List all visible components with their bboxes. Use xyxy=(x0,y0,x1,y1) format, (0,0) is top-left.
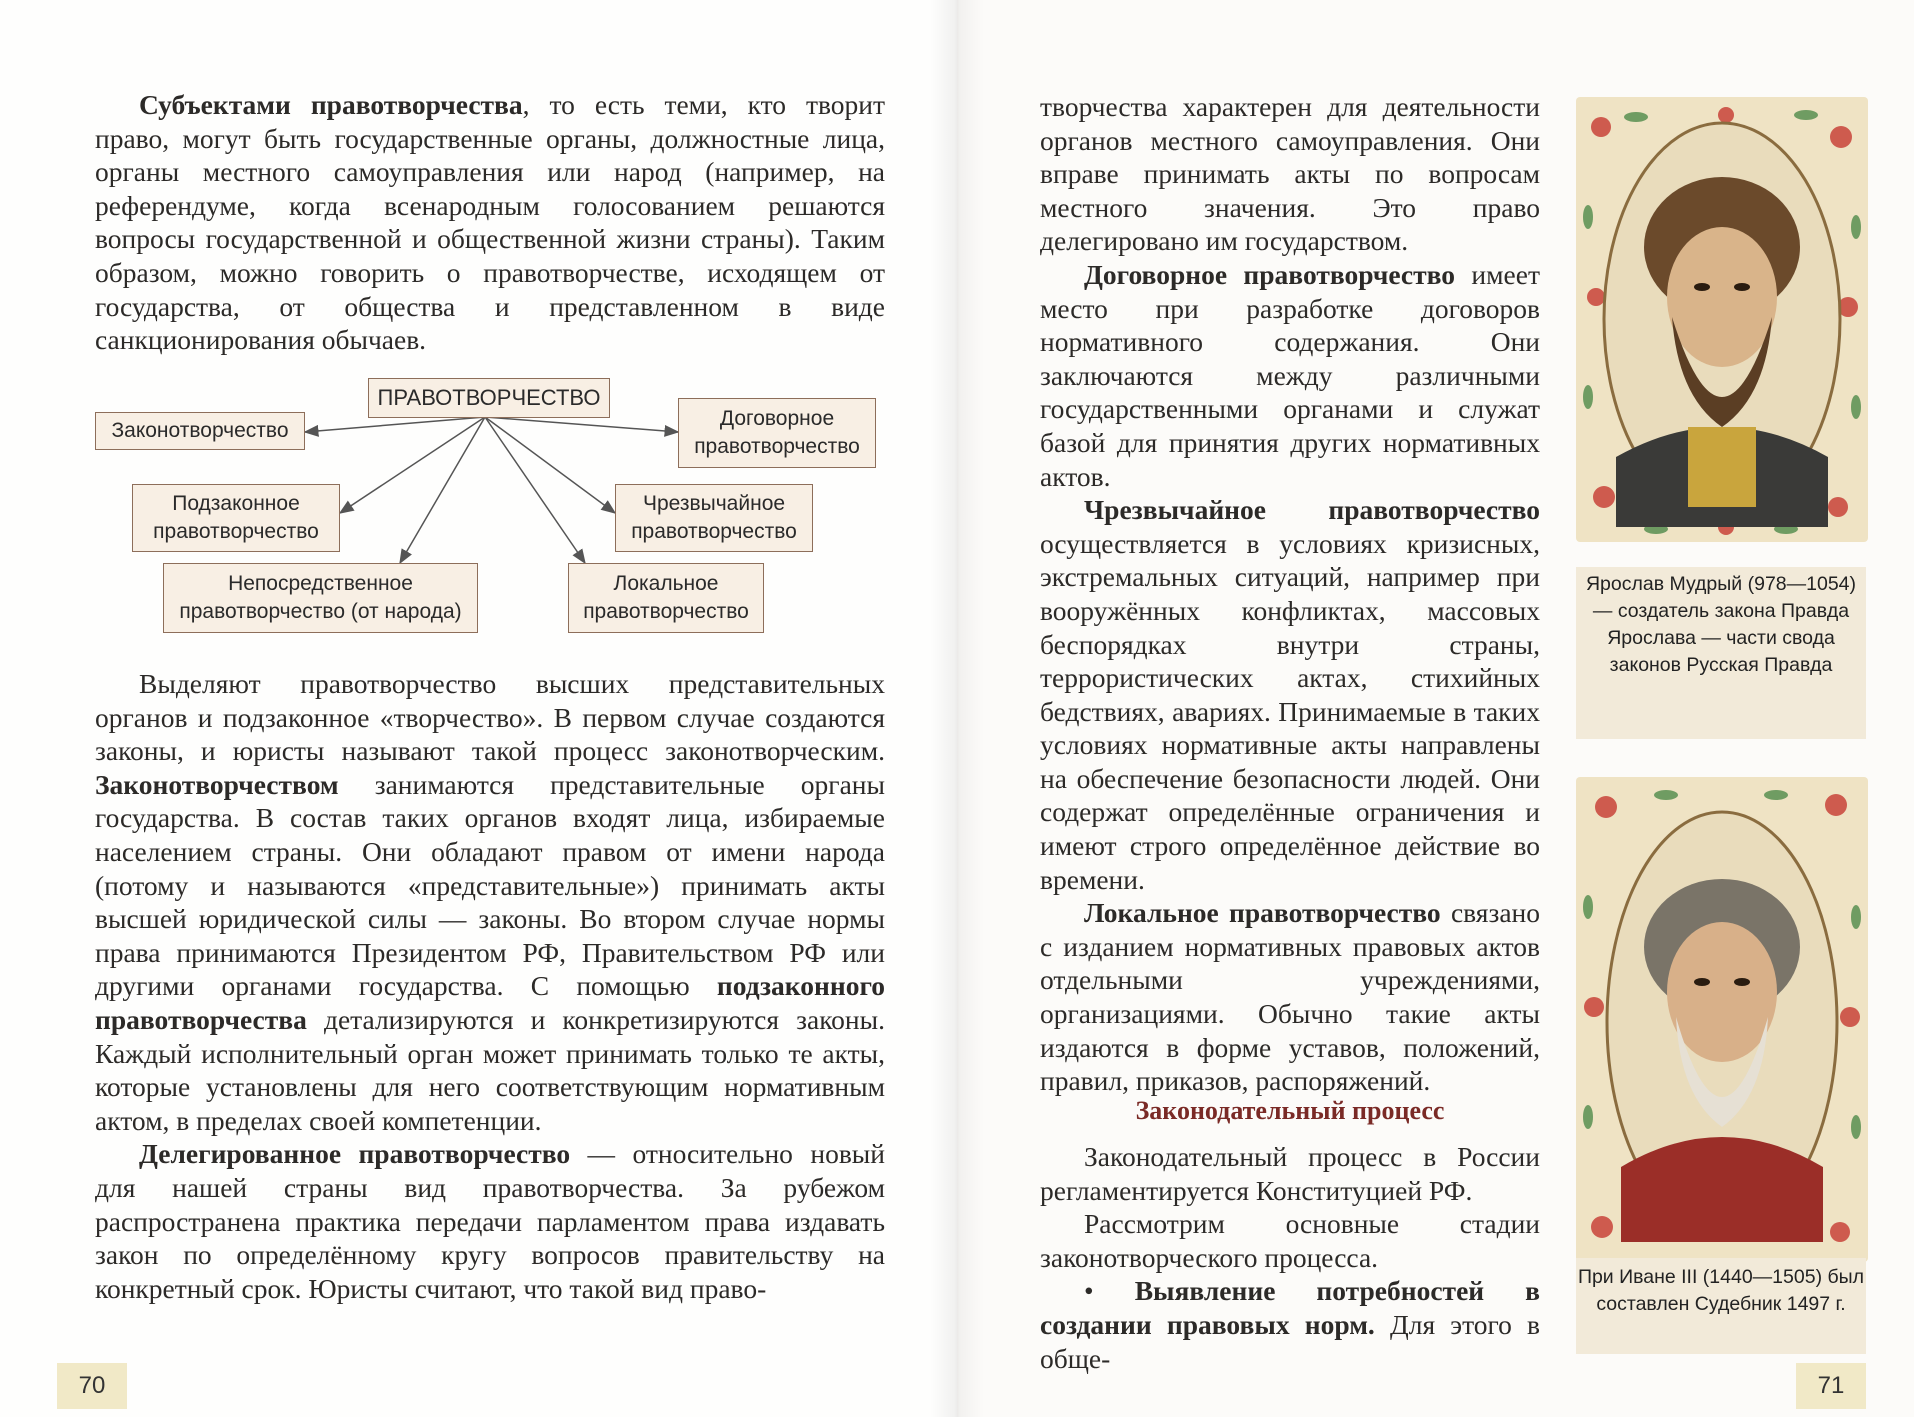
left-paragraph-3: Делегированное правотворчество — относительно новый для нашей страны вид правотворчества. За рубежом распространена практика передачи парламентом права издавать закон по определённому кругу вопросов правительству на конкретный срок. Юристы считают, что такой вид право- xyxy=(95,1138,885,1304)
diagram-node-3: Подзаконное правотворчество xyxy=(132,484,340,552)
diagram-node-1: Законотворчество xyxy=(95,412,305,450)
left-paragraphs-lower xyxy=(95,667,885,1305)
right-paragraph-7: • Выявление потребностей в создании правовых норм. Для этого в обще- xyxy=(1040,1275,1541,1374)
arrow-to-node1 xyxy=(305,417,485,432)
right-paragraph-2: Договорное правотворчество имеет место при разработке договоров нормативного содержания. Они заключаются между различными государственными органами и служат базой для принятия других нормативных актов. xyxy=(1040,258,1540,492)
arrow-to-node2 xyxy=(485,417,678,432)
diagram-root-box: ПРАВОТВОРЧЕСТВО xyxy=(368,378,610,418)
term-delegated: Делегированное правотворчество xyxy=(139,1138,571,1170)
arrow-to-node4 xyxy=(485,417,615,513)
portrait-yaroslav-image xyxy=(1576,97,1868,542)
right-paragraph-5: Законодательный процесс в России регламентируется Конституцией РФ. xyxy=(1040,1141,1540,1206)
right-column-lower xyxy=(1040,1140,1540,1375)
page-number-left: 70 xyxy=(57,1363,127,1409)
term-local: Локальное правотворчество xyxy=(1084,897,1441,929)
right-paragraph-1: творчества характерен для деятельности органов местного самоуправления. Они вправе принимать акты по вопросам местного значения. Это право делегировано им государством. xyxy=(1040,91,1540,257)
term-subjects: Субъектами правотворчества xyxy=(139,89,523,120)
arrow-to-node3 xyxy=(340,417,485,513)
diagram-node-6: Локальное правотворчество xyxy=(568,563,764,633)
term-lawmaking: Законотворчеством xyxy=(95,768,339,800)
portrait-ivan-image xyxy=(1576,777,1868,1262)
diagram-node-2: Договорное правотворчество xyxy=(678,398,876,468)
diagram-node-4: Чрезвычайное правотворчество xyxy=(615,484,813,552)
term-emergency: Чрезвычайное правотворчество xyxy=(1084,494,1540,526)
section-heading: Законодательный процесс xyxy=(1135,1096,1445,1125)
bullet-icon: • xyxy=(1084,1275,1094,1307)
page-number-right: 71 xyxy=(1796,1363,1866,1409)
right-paragraph-4: Локальное правотворчество связано с изданием нормативных правовых актов отдельными учреждениями, организациями. Обычно такие акты издаются в форме уставов, положений, правил, приказов, распоряжений. xyxy=(1040,897,1540,1097)
right-column-upper xyxy=(1040,90,1540,1098)
left-paragraph-2: Выделяют правотворчество высших представительных органов и подзаконное «творчество». В первом случае создаются законы, и юристы называют такой процесс законотворческим. Законотворчеством занимаются представительные органы государства. В состав таких органов входят лица, избираемые населением страны. Они обладают правом от имени народа (потому и называются «представительные») принимать акты высшей юридической силы — законы. Во втором случае нормы права принимаются Президентом РФ, Правительством РФ или другими органами государства. С помощью подзаконного правотворчества детализируются и конкретизируются законы. Каждый исполнительный орган может принимать только те акты, которые установлены для него соответствующим нормативным актом, в пределах своей компетенции. xyxy=(95,668,885,1136)
right-paragraph-6: Рассмотрим основные стадии законотворческого процесса. xyxy=(1040,1208,1540,1273)
caption-ivan: При Иване III (1440—1505) был составлен Судебник 1497 г. xyxy=(1576,1258,1866,1354)
term-stage-1: Выявление потребностей в создании правовых норм. xyxy=(1040,1275,1541,1340)
diagram-node-5: Непосредственное правотворчество (от народа) xyxy=(163,563,478,633)
portrait-ivan xyxy=(1576,777,1868,1262)
term-subordinate: подзаконного правотворчества xyxy=(95,970,885,1035)
right-paragraph-3: Чрезвычайное правотворчество осуществляется в условиях кризисных, экстремальных ситуаций, например при вооружённых конфликтах, массовых беспорядках внутри страны, террористических актах, стихийных бедствиях, авариях. Принимаемые в таких условиях нормативные акты направлены на обеспечение безопасности людей. Они содержат определённые ограничения и имеют строго определённое действие во времени. xyxy=(1040,494,1540,895)
portrait-yaroslav xyxy=(1576,97,1868,542)
arrow-to-node6 xyxy=(485,417,585,563)
arrow-to-node5 xyxy=(400,417,485,563)
lawmaking-diagram xyxy=(0,0,957,700)
term-contract: Договорное правотворчество xyxy=(1084,258,1456,290)
left-paragraph-1: Субъектами правотворчества, то есть теми, кто творит право, могут быть государственные органы, должностные лица, органы местного самоуправления или народ (например, на референдуме, когда всенародным голосованием решаются вопросы государственной и общественной жизни страны). Таким образом, можно говорить о правотворчестве, исходящем от государства, от общества и представленном в виде санкционирования обычаев. xyxy=(95,89,886,356)
caption-yaroslav: Ярослав Мудрый (978—1054) — создатель закона Правда Ярослава — части свода законов Русская Правда xyxy=(1576,567,1866,739)
